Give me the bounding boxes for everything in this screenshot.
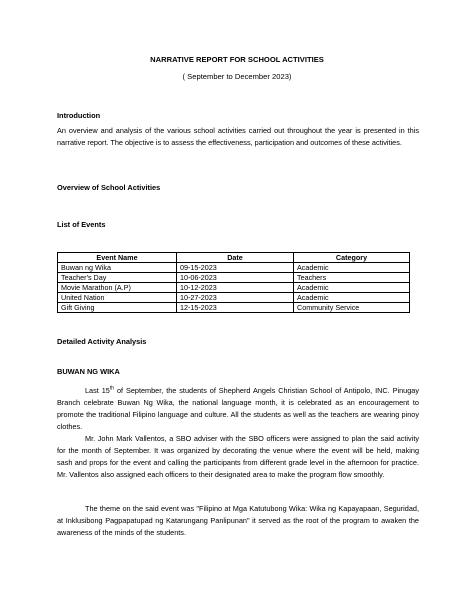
buwan-ng-wika-paragraph-3: The theme on the said event was "Filipino at Mga Katutubong Wika: Wika ng Kapayapaan, Seguridad, at Inklusibong Pagpapatupad ng Katarungang Panlipunan" it served as the root of the program to awaken the awareness of the minds of the students. — [57, 504, 419, 537]
buwan-ng-wika-paragraph-2: Mr. John Mark Vallentos, a SBO adviser with the SBO officers were assigned to plan the said activity for the month of September. It was organized by decorating the venue where the event will be held, making sash and props for the event and calling the participants from different grade level in the afternoon for practice. Mr. Vallentos also assigned each officers to their designated area to make the program flow smoothly. — [57, 434, 419, 479]
event-category-cell: Academic — [294, 293, 410, 303]
event-date-cell: 10-06-2023 — [177, 273, 294, 283]
event-name-cell: United Nation — [58, 293, 177, 303]
table-header-row — [58, 253, 410, 263]
buwan-ng-wika-paragraph-1 — [57, 385, 419, 433]
events-heading: List of Events — [57, 220, 106, 229]
event-category-cell: Academic — [294, 283, 410, 293]
event-date-cell: 10-12-2023 — [177, 283, 294, 293]
event-name-cell: Gift Giving — [58, 303, 177, 313]
section-heading-buwan-ng-wika: BUWAN NG WIKA — [57, 367, 120, 376]
events-table — [57, 252, 410, 313]
paragraph-1-lead: Last 15 — [85, 386, 110, 395]
table-row — [58, 263, 410, 273]
event-category-cell: Teachers — [294, 273, 410, 283]
table-row — [58, 273, 410, 283]
table-row — [58, 303, 410, 313]
report-subtitle: ( September to December 2023) — [182, 72, 292, 81]
event-date-cell: 09-15-2023 — [177, 263, 294, 273]
event-name-cell: Teacher's Day — [58, 273, 177, 283]
event-date-cell: 12-15-2023 — [177, 303, 294, 313]
event-category-cell: Academic — [294, 263, 410, 273]
column-header-date: Date — [177, 253, 294, 263]
report-title: NARRATIVE REPORT FOR SCHOOL ACTIVITIES — [150, 55, 324, 64]
event-date-cell: 10-27-2023 — [177, 293, 294, 303]
introduction-heading: Introduction — [57, 111, 101, 120]
event-name-cell: Movie Marathon (A.P) — [58, 283, 177, 293]
column-header-category: Category — [294, 253, 410, 263]
introduction-text: An overview and analysis of the various school activities carried out throughout the year is presented in this narrative report. The objective is to assess the effectiveness, participation and outcomes of these activities. — [57, 126, 419, 147]
table-row — [58, 283, 410, 293]
event-name-cell: Buwan ng Wika — [58, 263, 177, 273]
column-header-event-name: Event Name — [58, 253, 177, 263]
overview-heading: Overview of School Activities — [57, 183, 161, 192]
paragraph-1-body: of September, the students of Shepherd Angels Christian School of Antipolo, INC. Pinugay Branch celebrate Buwan Ng Wika, the national language month, it is celebrated as an encouragement to promote the traditional Filipino language and culture. All the students as well as the teachers are wearing pinoy clothes. — [57, 386, 419, 431]
analysis-heading: Detailed Activity Analysis — [57, 337, 147, 346]
table-row — [58, 293, 410, 303]
event-category-cell: Community Service — [294, 303, 410, 313]
ordinal-suffix: th — [109, 385, 115, 392]
